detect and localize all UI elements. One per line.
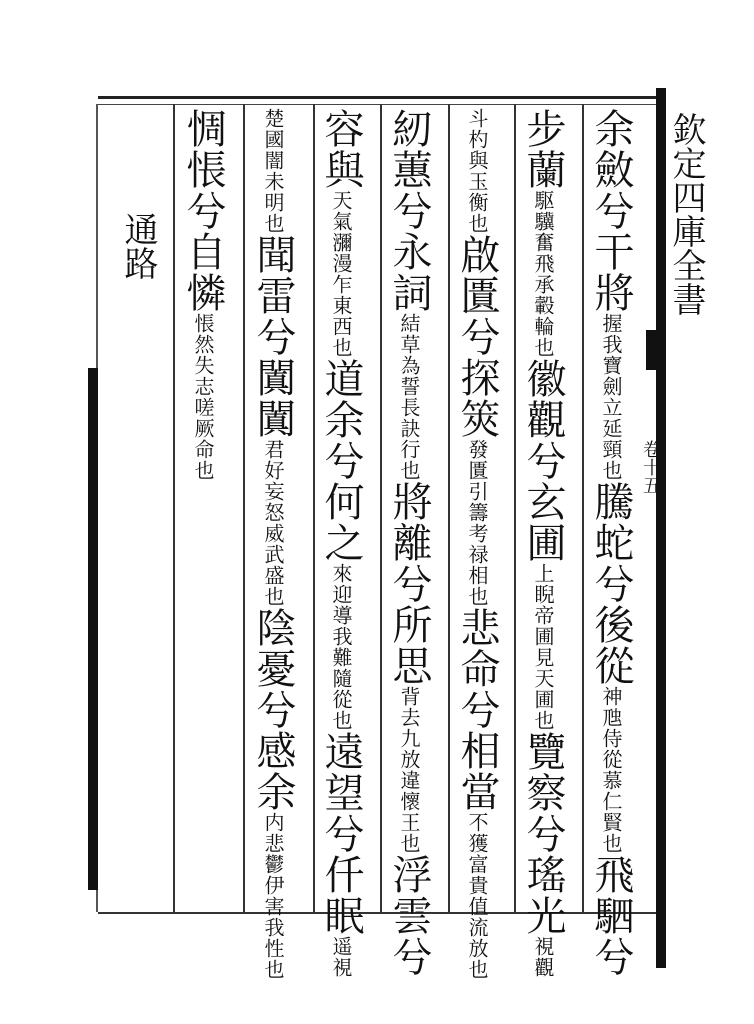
- annotation: 内悲鬱伊害我性也: [261, 812, 285, 980]
- annotation: 不獲富貴值流放也: [465, 812, 489, 980]
- main-text: 將離兮所思: [386, 481, 432, 686]
- main-text: 紉蕙兮永詞: [386, 108, 432, 313]
- fishtail-mark: [646, 330, 666, 370]
- column-divider: [582, 104, 584, 912]
- frame-top-border: [98, 96, 664, 99]
- main-text: 步蘭: [520, 108, 566, 190]
- annotation: 結草為誓長訣行也: [397, 313, 421, 481]
- text-column-5: [318, 108, 364, 978]
- annotation: 天氣瀰漫乍東西也: [329, 190, 353, 358]
- column-divider: [514, 104, 516, 912]
- main-text: 悲命兮相當: [454, 607, 500, 812]
- annotation: 君好妄怒威武盛也: [261, 439, 285, 607]
- text-column-6: [250, 108, 296, 980]
- text-column-3: [454, 108, 500, 980]
- book-title: 欽定四庫全書: [666, 112, 706, 316]
- frame-bottom-border: [98, 912, 664, 914]
- text-column-7: [180, 108, 226, 481]
- main-text: 聞雷兮闐闐: [250, 234, 296, 439]
- section-heading: 通路: [118, 212, 158, 280]
- main-text: 徽觀兮玄圃: [520, 358, 566, 563]
- annotation: 背去九放違懷王也: [397, 686, 421, 854]
- main-text: 覽察兮瑤光: [520, 731, 566, 936]
- main-text: 陰憂兮感余: [250, 607, 296, 812]
- text-column-1: [588, 108, 634, 977]
- annotation: 神虺侍從慕仁賢也: [599, 686, 623, 854]
- annotation: 發匱引籌考禄相也: [465, 439, 489, 607]
- annotation: 斗杓與玉衡也: [465, 108, 489, 234]
- column-divider: [380, 104, 382, 912]
- main-text: 飛駟兮: [588, 854, 634, 977]
- column-divider: [313, 104, 315, 912]
- page-edge-bar: [656, 88, 666, 968]
- column-divider: [243, 104, 245, 912]
- text-column-4: [386, 108, 432, 977]
- main-text: 啟匱兮探筴: [454, 234, 500, 439]
- binding-bar: [88, 368, 98, 890]
- main-text: 道余兮何之: [318, 358, 364, 563]
- column-divider: [448, 104, 450, 912]
- annotation: 來迎導我難隨從也: [329, 563, 353, 731]
- annotation: 楚國闇未明也: [261, 108, 285, 234]
- annotation: 悵然失志嗟厥命也: [191, 313, 215, 481]
- volume-label: 卷十五: [640, 440, 661, 494]
- annotation: 遥視: [329, 936, 353, 978]
- annotation: 駆驥奮飛承轂輪也: [531, 190, 555, 358]
- main-text: 浮雲兮: [386, 854, 432, 977]
- column-divider: [173, 104, 175, 912]
- main-text: 遠望兮仟眠: [318, 731, 364, 936]
- annotation: 上睨帝圃見天圃也: [531, 563, 555, 731]
- main-text: 容與: [318, 108, 364, 190]
- annotation: 握我寶劍立延頸也: [599, 313, 623, 481]
- main-text: 騰蛇兮後從: [588, 481, 634, 686]
- main-text: 惆悵兮自憐: [180, 108, 226, 313]
- text-column-2: [520, 108, 566, 978]
- annotation: 視觀: [531, 936, 555, 978]
- main-text: 余斂兮干將: [588, 108, 634, 313]
